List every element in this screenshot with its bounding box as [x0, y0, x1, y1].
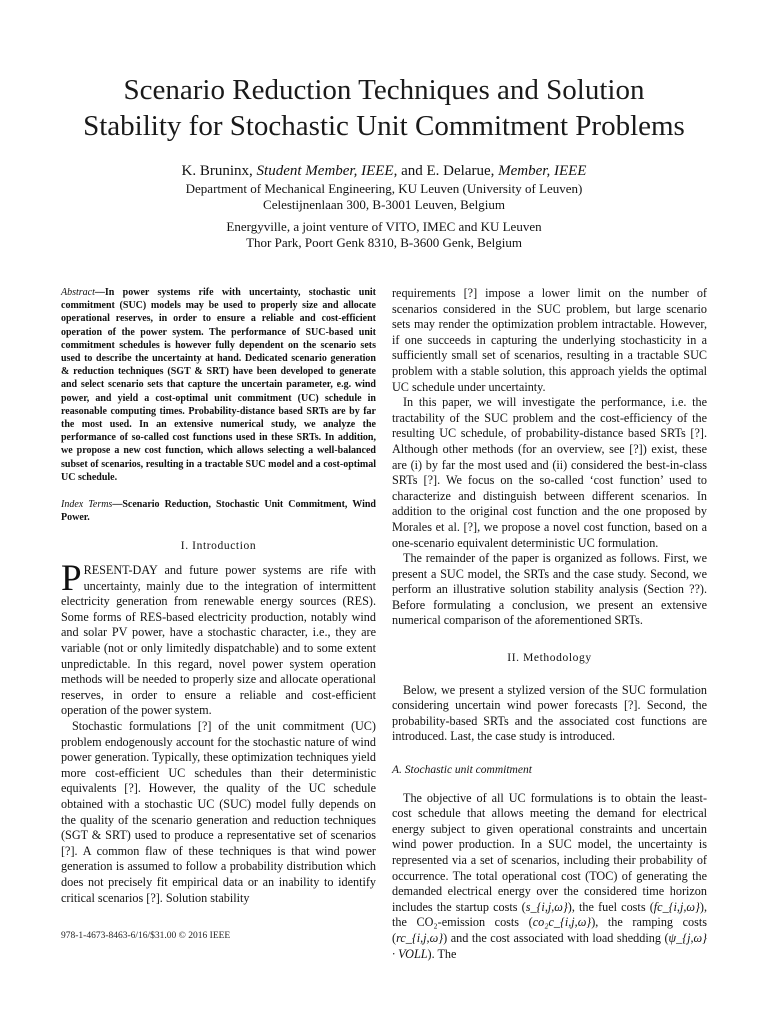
title-line-2: Stability for Stochastic Unit Commitment Problems [83, 110, 685, 142]
right-column [392, 286, 707, 962]
math-co2-cost: co₂c_{i,j,ω} [532, 915, 592, 930]
right-paragraph-2: In this paper, we will investigate the performance, i.e. the tractability of the SUC problem and the cost-efficiency of the resulting UC schedule, of probability-distance based SRTs [?]. Although other methods (for an overview, see [?]) exist, these are (i) by far the most used and (ii) considered the best-in-class SRTs [?]. We focus on the so-called ‘cost function’ used to characterize and distinguish between different scenarios. In addition to the original cost function and the one proposed by Morales et al. [?], we propose a novel cost function, based on a one-scenario equivalent deterministic UC formulation. [392, 395, 707, 550]
suc-text-f: ). The [427, 946, 457, 961]
abstract [61, 286, 376, 484]
affil-line-1: Department of Mechanical Engineering, KU Leuven (University of Leuven) [185, 181, 583, 196]
index-terms-lead: Index Terms [61, 499, 113, 511]
suc-text-b: ), the fuel costs ( [567, 899, 654, 914]
author-2-role: Member, IEEE [498, 163, 587, 179]
math-load-shedding: ψ_{j,ω} · VOLL [392, 930, 707, 961]
copyright-footer: 978-1-4673-8463-6/16/$31.00 © 2016 IEEE [61, 931, 231, 941]
author-1-role: Student Member, IEEE [256, 163, 394, 179]
affiliation-2 [60, 219, 708, 251]
intro-p1-text: RESENT-DAY and future power systems are rife with uncertainty, mainly due to the integration of intermittent electricity generation from renewable energy sources (RES). Some forms of RES-based electricity production, notably wind and solar PV power, have a stochastic character, i.e., they are variable (not or only limitedly dispatchable) and to some extent unpredictable. In this regard, novel power system operation methods will be needed to properly size and allocate operational reserves, in order to ensure a reliable and cost-efficient operation of the power system. [61, 563, 376, 718]
math-startup-cost: s_{i,j,ω} [525, 899, 568, 914]
affil-line-2: Celestijnenlaan 300, B-3001 Leuven, Belgium [263, 197, 505, 212]
suc-text-c: ), the CO₂-emission costs ( [392, 899, 707, 930]
suc-paragraph-1 [392, 791, 707, 963]
index-terms-text: —Scenario Reduction, Stochastic Unit Commitment, Wind Power. [61, 499, 376, 524]
suc-text-d: ), the ramping costs ( [392, 915, 707, 945]
abstract-lead: Abstract [61, 287, 95, 298]
left-column [61, 286, 376, 906]
author-and: , and E. Delarue, [393, 163, 495, 179]
affiliation-1 [60, 181, 708, 213]
method-paragraph-1: Below, we present a stylized version of the SUC formulation considering uncertain wind power forecasts [?]. Second, the probability-based SRTs and the associated cost functions are introduced. Last, the case study is introduced. [392, 682, 707, 744]
drop-cap: P [61, 558, 82, 600]
math-ramping-cost: rc_{i,j,ω} [396, 930, 444, 945]
intro-paragraph-1 [61, 558, 376, 719]
right-paragraph-3: The remainder of the paper is organized as follows. First, we present a SUC model, the SRTs and the case study. Second, we perform an illustrative solution stability analysis (Section ??). Before formulating a conclusion, we present an extensive numerical comparison of the aforementioned SRTs. [392, 551, 707, 628]
right-paragraph-1: requirements [?] impose a lower limit on the number of scenarios considered in the SUC problem, but large scenario sets may render the optimization problem intractable. However, if one succeeds in capturing the underlying stochasticity in a sufficiently small set of scenarios, resulting in a tractable SUC problem with a stable solution, this approach yields the optimal UC schedule under uncertainty. [392, 286, 707, 394]
title-line-1: Scenario Reduction Techniques and Solution [123, 74, 645, 106]
section-heading-methodology: II. Methodology [507, 652, 592, 665]
intro-paragraph-2: Stochastic formulations [?] of the unit commitment (UC) problem endogenously account for the stochastic nature of wind power generation. Typically, these optimization techniques yield more cost-efficient UC schedules than their deterministic equivalents [?]. However, the quality of the UC schedule obtained with a stochastic UC (SUC) model fully depends on the quality of the scenario generation and reduction techniques (SGT & SRT) used to produce a representative set of scenarios [?]. A common flaw of these techniques is that wind power generation is assumed to follow a probability distribution which does not precisely fit empirical data or an inability to identify critical scenarios [?]. Solution stability [61, 718, 376, 905]
subsection-heading-suc: A. Stochastic unit commitment [392, 764, 532, 777]
paper-title [40, 72, 728, 144]
suc-text-a: The objective of all UC formulations is to obtain the least-cost schedule that allows meeting the demand for electrical energy subject to given operational constraints and uncertain wind power production. In a SUC model, the uncertainty is represented via a set of scenarios, including their probability of occurrence. The total operational cost (TOC) of generating the demanded electrical energy over the considered time horizon includes the startup costs ( [392, 790, 707, 914]
abstract-text: —In power systems rife with uncertainty, stochastic unit commitment (SUC) models may be used to properly size and allocate operational reserves, in order to ensure a reliable and cost-efficient operation of the power system. The performance of SUC-based unit commitment schedules is however fully dependent on the scenario sets used to describe the uncertainty at hand. Dedicated scenario generation & reduction techniques (SGT & SRT) have been developed to generate and select scenario sets that capture the uncertain parameter, e.g. wind power, and yield a cost-optimal unit commitment (UC) schedule in reasonable computing times. Probability-distance based SRTs are by far the most used. In an extensive numerical study, we analyze the performance of so-called cost functions used in these SRTs. In addition, we propose a new cost function, which allows selecting a well-balanced subset of scenarios, resulting in a tractable SUC model and a cost-optimal UC schedule. [61, 287, 376, 483]
index-terms [61, 498, 376, 524]
suc-text-e: ) and the cost associated with load shedding ( [443, 930, 669, 945]
author-line [60, 161, 708, 181]
section-heading-introduction: I. Introduction [180, 540, 257, 553]
affil-line-4: Thor Park, Poort Genk 8310, B-3600 Genk, Belgium [246, 235, 522, 250]
affil-line-3: Energyville, a joint venture of VITO, IMEC and KU Leuven [226, 219, 542, 234]
math-fuel-cost: fc_{i,j,ω} [653, 899, 700, 914]
author-1: K. Bruninx, [181, 163, 253, 179]
